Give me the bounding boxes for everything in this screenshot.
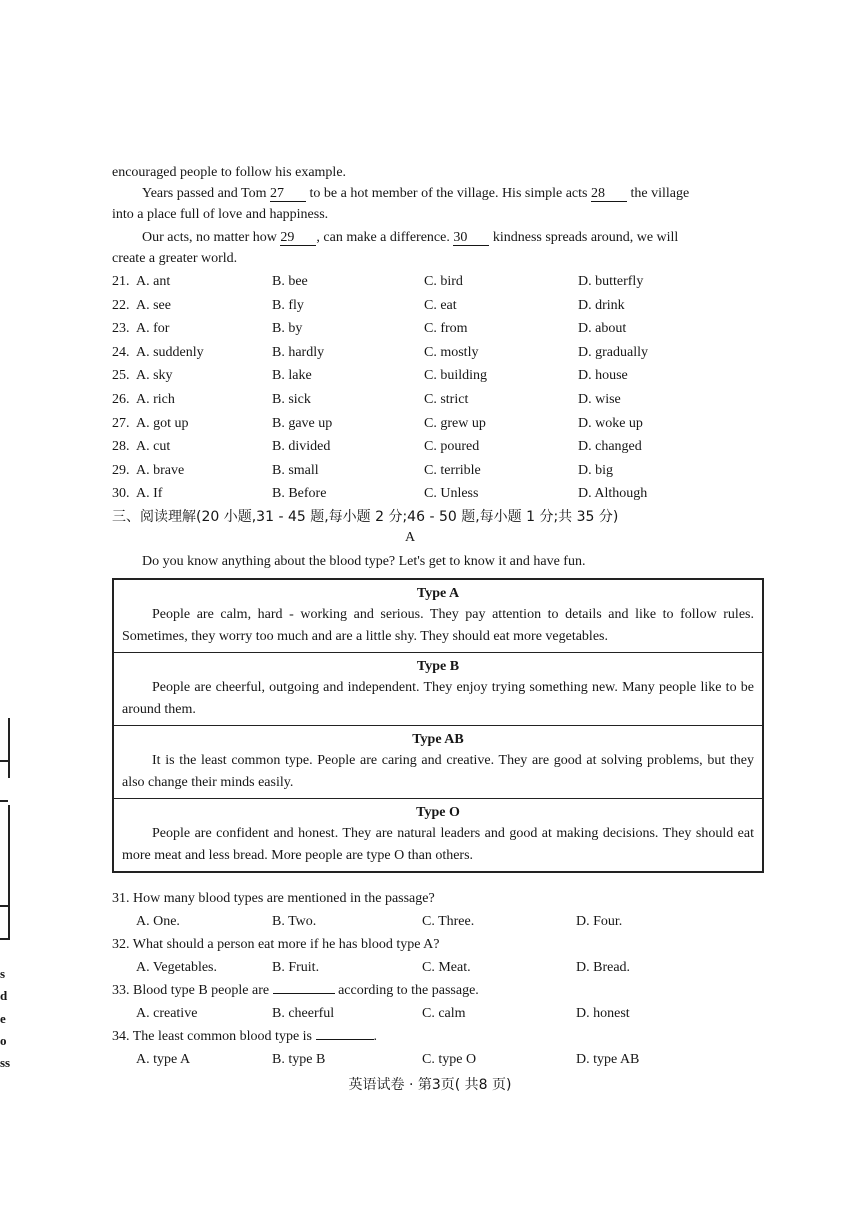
- option-a: A. sky: [136, 368, 173, 384]
- option-b: B. Before: [272, 486, 327, 502]
- option-d: D. butterfly: [578, 274, 644, 289]
- option-row: [112, 298, 772, 320]
- edge-letter: e: [0, 1011, 6, 1026]
- edge-mark: [8, 805, 10, 940]
- cloze-paragraph-2: Years passed and Tom 27 to be a hot member of the village. His simple acts 28 the village: [142, 186, 690, 201]
- option-c: C. type O: [422, 1052, 477, 1067]
- option-a: A. One.: [136, 914, 180, 929]
- option-b: B. small: [272, 462, 319, 478]
- type-description: People are cheerful, outgoing and independent. They enjoy trying something new. Many people like to be around them.: [122, 680, 754, 717]
- cloze-line: into a place full of love and happiness.: [112, 207, 329, 222]
- blank-29: 29: [280, 230, 316, 246]
- question-number: 25.: [112, 368, 130, 384]
- option-row: [112, 345, 772, 367]
- cloze-line: encouraged people to follow his example.: [112, 165, 347, 180]
- option-c: C. from: [424, 321, 468, 337]
- option-d: D. wise: [578, 392, 621, 407]
- passage-label: A: [404, 530, 416, 545]
- answer-blank: [316, 1039, 374, 1040]
- cloze-line: create a greater world.: [112, 251, 238, 266]
- type-title: Type A: [416, 586, 460, 601]
- question-32: 32. What should a person eat more if he has blood type A?: [112, 937, 440, 952]
- answer-row-33: [136, 1006, 756, 1028]
- answer-row-32: [136, 960, 756, 982]
- question-number: 22.: [112, 297, 130, 313]
- blank-28: 28: [591, 186, 627, 202]
- question-number: 28.: [112, 439, 130, 455]
- passage-intro: Do you know anything about the blood type? Let's get to know it and have fun.: [142, 554, 586, 569]
- edge-letter: ss: [0, 1055, 11, 1070]
- option-b: B. Two.: [272, 914, 317, 929]
- option-d: D. type AB: [576, 1052, 640, 1067]
- option-d: D. gradually: [578, 344, 648, 360]
- option-d: D. Bread.: [576, 960, 631, 975]
- option-a: A. type A: [136, 1052, 191, 1067]
- option-d: D. big: [578, 462, 613, 478]
- type-description: People are calm, hard - working and serious. They pay attention to details and like to follow rules. Sometimes, they worry too much and are a little shy. They should eat more vegetables.: [122, 607, 754, 644]
- answer-row-34: [136, 1052, 756, 1074]
- option-row: [112, 274, 772, 296]
- option-c: C. bird: [424, 274, 463, 289]
- cloze-passage: [112, 162, 764, 269]
- type-b-cell: [114, 653, 762, 726]
- option-c: C. grew up: [424, 415, 486, 431]
- option-b: B. divided: [272, 439, 331, 455]
- type-title: Type O: [416, 805, 460, 820]
- option-c: C. Meat.: [422, 960, 471, 975]
- edge-mark: [0, 800, 8, 802]
- option-a: A. cut: [136, 439, 171, 455]
- option-d: D. about: [578, 321, 627, 337]
- option-c: C. strict: [424, 392, 469, 407]
- option-a: A. see: [136, 297, 171, 313]
- option-a: A. creative: [136, 1006, 198, 1021]
- question-number: 30.: [112, 486, 130, 502]
- option-row: [112, 439, 772, 461]
- option-b: B. type B: [272, 1052, 326, 1067]
- option-b: B. Fruit.: [272, 960, 320, 975]
- edge-mark: [0, 760, 10, 762]
- edge-mark: [0, 905, 10, 907]
- option-a: A. Vegetables.: [136, 960, 217, 975]
- edge-mark: [0, 938, 10, 940]
- option-c: C. building: [424, 368, 488, 384]
- type-description: People are confident and honest. They are natural leaders and good at making decisions. They should eat more meat and less bread. More people are type O than others.: [122, 826, 754, 863]
- option-c: C. eat: [424, 297, 457, 313]
- option-row: [112, 392, 772, 414]
- question-33: 33. Blood type B people are according to the passage.: [112, 983, 479, 998]
- edge-letter: s: [0, 966, 6, 981]
- option-d: D. house: [578, 368, 628, 384]
- type-o-cell: [114, 799, 762, 871]
- type-a-cell: [114, 580, 762, 653]
- type-description: It is the least common type. People are caring and creative. They are good at solving problems, but they also change their minds easily.: [122, 753, 754, 790]
- option-c: C. Three.: [422, 914, 475, 929]
- edge-mark: [8, 718, 10, 778]
- option-b: B. by: [272, 321, 303, 337]
- type-title: Type AB: [412, 732, 464, 747]
- option-row: [112, 416, 772, 438]
- option-a: A. ant: [136, 274, 171, 289]
- option-b: B. hardly: [272, 344, 325, 360]
- option-c: C. poured: [424, 439, 480, 455]
- option-c: C. terrible: [424, 462, 481, 478]
- option-d: D. woke up: [578, 415, 643, 431]
- option-d: D. honest: [576, 1006, 630, 1021]
- option-d: D. drink: [578, 297, 625, 313]
- question-number: 21.: [112, 274, 130, 289]
- question-number: 26.: [112, 392, 130, 407]
- question-31: 31. How many blood types are mentioned in the passage?: [112, 891, 435, 906]
- option-a: A. rich: [136, 392, 175, 407]
- answer-blank: [273, 993, 335, 994]
- question-number: 24.: [112, 344, 130, 360]
- option-a: A. If: [136, 486, 163, 502]
- type-title: Type B: [416, 659, 460, 674]
- option-a: A. suddenly: [136, 344, 204, 360]
- option-a: A. got up: [136, 415, 189, 431]
- option-c: C. Unless: [424, 486, 479, 502]
- question-34: 34. The least common blood type is .: [112, 1029, 377, 1044]
- edge-letter: o: [0, 1033, 7, 1048]
- question-number: 23.: [112, 321, 130, 337]
- blank-30: 30: [453, 230, 489, 246]
- option-row: [112, 368, 772, 390]
- option-d: D. changed: [578, 439, 642, 455]
- option-c: C. calm: [422, 1006, 466, 1021]
- answer-row-31: [136, 914, 756, 936]
- blood-type-table: [112, 578, 764, 873]
- option-d: D. Four.: [576, 914, 623, 929]
- cloze-paragraph-3: Our acts, no matter how 29 , can make a difference. 30 kindness spreads around, we will: [142, 230, 679, 245]
- option-row: [112, 321, 772, 343]
- type-ab-cell: [114, 726, 762, 799]
- option-b: B. gave up: [272, 415, 333, 431]
- option-b: B. cheerful: [272, 1006, 335, 1021]
- option-a: A. brave: [136, 462, 185, 478]
- section-heading: 三、阅读理解(20 小题,31 - 45 题,每小题 2 分;46 - 50 题,每小题 1 分;共 35 分): [112, 509, 619, 525]
- option-b: B. sick: [272, 392, 311, 407]
- question-number: 29.: [112, 462, 130, 478]
- option-d: D. Although: [578, 486, 648, 502]
- page-footer: 英语试卷 · 第3页( 共8 页): [348, 1077, 512, 1093]
- option-row: [112, 463, 772, 485]
- option-b: B. fly: [272, 297, 304, 313]
- option-b: B. lake: [272, 368, 312, 384]
- question-number: 27.: [112, 415, 130, 431]
- edge-letter: d: [0, 988, 8, 1003]
- option-a: A. for: [136, 321, 170, 337]
- option-b: B. bee: [272, 274, 308, 289]
- option-c: C. mostly: [424, 344, 479, 360]
- blank-27: 27: [270, 186, 306, 202]
